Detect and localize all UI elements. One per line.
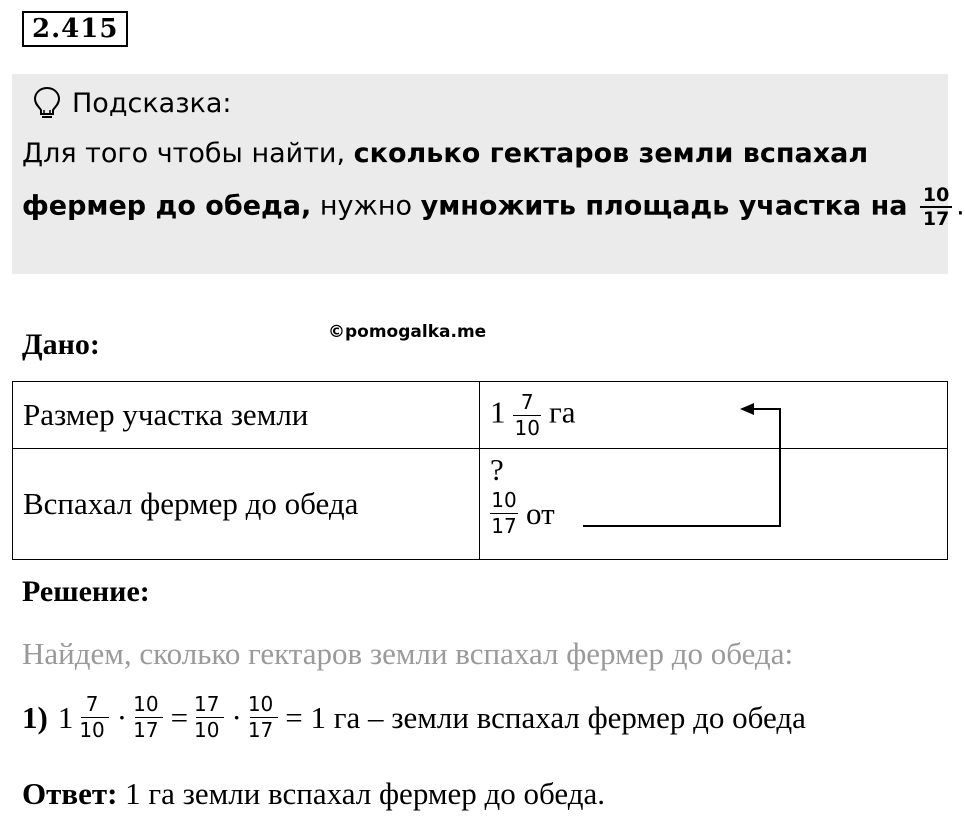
row-label: Размер участка земли — [13, 382, 480, 449]
fraction — [194, 693, 225, 742]
hint-period: . — [956, 190, 965, 222]
solution-intro: Найдем, сколько гектаров земли вспахал фермер до обеда: — [22, 636, 794, 671]
fraction-numerator: 10 — [922, 184, 950, 206]
multiply-sign: · — [116, 699, 128, 735]
fraction-denominator: 17 — [247, 718, 274, 742]
fraction-numerator: 10 — [247, 692, 274, 716]
hint-emphasis: сколько гектаров земли вспахал — [353, 138, 869, 169]
fraction — [79, 693, 110, 742]
multiply-sign: · — [231, 699, 242, 735]
fraction-numerator: 17 — [194, 692, 220, 716]
fraction — [248, 693, 279, 742]
fraction-denominator: 17 — [922, 208, 950, 230]
fraction-numerator: 7 — [85, 692, 99, 716]
unit-label: га — [549, 394, 576, 430]
hint-text: Для того чтобы найти, — [22, 138, 354, 169]
of-label: от — [526, 495, 555, 531]
fraction-denominator: 17 — [133, 718, 159, 742]
given-title: Дано: — [22, 328, 100, 361]
fraction — [133, 693, 164, 742]
row-label: Вспахал фермер до обеда — [13, 449, 480, 560]
answer-text: 1 га земли вспахал фермер до обеда. — [117, 776, 605, 811]
equals-sign: = — [170, 699, 189, 735]
answer — [22, 776, 605, 812]
step-label: 1) — [22, 699, 48, 735]
solution-step — [22, 693, 812, 742]
fraction-numerator: 10 — [491, 488, 517, 512]
whole-part: 1 — [57, 699, 74, 735]
unknown-mark: ? — [490, 452, 504, 487]
fraction-denominator: 17 — [491, 514, 517, 538]
arrow-line — [583, 409, 780, 526]
hint-title: Подсказка: — [72, 87, 232, 119]
step-result: = 1 га – земли вспахал фермер до обеда — [285, 699, 806, 735]
fraction-denominator: 10 — [79, 718, 105, 742]
fraction-denominator: 10 — [514, 415, 540, 440]
hint-text: нужно — [311, 190, 421, 222]
watermark: ©pomogalka.me — [328, 322, 487, 342]
fraction-numerator: 7 — [520, 389, 534, 414]
answer-label: Ответ: — [22, 776, 118, 811]
solution-title: Решение: — [22, 575, 150, 608]
fraction-denominator: 10 — [194, 718, 220, 742]
arrow-head — [740, 403, 754, 415]
hint-emphasis: умножить площадь участка на — [420, 190, 908, 222]
whole-part: 1 — [490, 394, 506, 430]
problem-number: 2.415 — [22, 11, 128, 47]
fraction-numerator: 10 — [133, 692, 159, 716]
hint-emphasis: фермер до обеда, — [22, 190, 312, 222]
